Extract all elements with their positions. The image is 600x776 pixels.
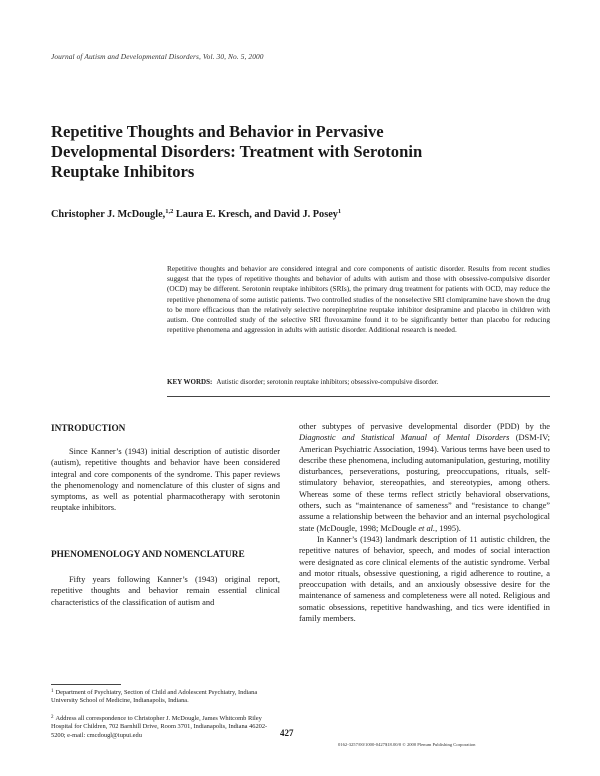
et-al: et al.: [418, 523, 436, 533]
footnote-1-mark: 1: [51, 689, 54, 694]
author-1: Christopher J. McDougle,: [51, 209, 166, 220]
keywords-label: KEY WORDS:: [167, 378, 213, 386]
introduction-body: [51, 446, 280, 514]
phenomenology-body: [51, 574, 280, 608]
journal-citation: Journal of Autism and Developmental Disorders, Vol. 30, No. 5, 2000: [51, 52, 264, 61]
right-p1-text-a: other subtypes of pervasive developmental disorder (PDD) by the: [299, 422, 550, 431]
footnote-2: [51, 714, 281, 740]
footnote-1: [51, 688, 281, 706]
right-paragraph-2: In Kanner’s (1943) landmark description of 11 autistic children, the repetitive natures of behavior, speech, and modes of social interaction were designated as core clinical elements of the autistic syndrome. Verbal and motor rituals, obsessive questioning, a rigid adherence to routine, a preoccupation with details, and an anxiously obsessive desire for the maintenance of sameness and completeness were all noted. Religious and somatic obsessions, repetitive handwashing, and tics were identified in family members.: [299, 534, 550, 624]
dsm-title: Diagnostic and Statistical Manual of Mental Disorders: [299, 433, 510, 443]
right-paragraph-1: [299, 421, 550, 534]
right-p1-text-c: , 1995).: [435, 523, 461, 533]
footnote-1-text: Department of Psychiatry, Section of Child and Adolescent Psychiatry, Indiana University School of Medicine, Indianapolis, Indiana.: [51, 689, 258, 705]
right-p1-text-b: (DSM-IV; American Psychiatric Association, 1994). Various terms have been used to describe these phenomena, including automanipulation, gesturing, motility disturbances, perseverations, posturing, preoccupations, rituals, self-stimulatory behavior, stereopathies, and stereotypies, among others. Whereas some of these terms reflect strictly behavioral observations, others, such as “maintenance of sameness” and “resistance to change” assume a relationship between the behavior and an internal psychological state (McDougle, 1998; McDougle: [299, 433, 550, 533]
phenomenology-heading: PHENOMENOLOGY AND NOMENCLATURE: [51, 550, 245, 560]
phenomenology-paragraph: Fifty years following Kanner’s (1943) original report, repetitive thoughts and behavior remain essential clinical characteristics of the classification of autism and: [51, 575, 280, 607]
right-column-body: [299, 421, 550, 624]
footnote-divider: [51, 684, 121, 685]
abstract-divider: [167, 396, 550, 397]
author-list: [51, 208, 341, 220]
author-1-affiliation: 1,2: [165, 208, 174, 215]
author-2-3-affiliation: 1: [337, 208, 342, 215]
article-title: Repetitive Thoughts and Behavior in Pervasive Developmental Disorders: Treatment with Serotonin Reuptake Inhibitors: [51, 122, 423, 181]
introduction-paragraph: Since Kanner’s (1943) initial description of autistic disorder (autism), repetitive thoughts and behavior have been considered integral and core components of the syndrome. This paper reviews the phenomenology and nomenclature of this cluster of signs and symptoms, as well as potential pharmacotherapy with serotonin reuptake inhibitors.: [51, 447, 280, 513]
page-number: 427: [280, 728, 294, 738]
footnote-2-text: Address all correspondence to Christopher J. McDougle, James Whitcomb Riley Hospital for Children, 702 Barnhill Drive, Room 3701, Indianapolis, Indiana 46202-5200; e-mail: cmcdougl@iupui.edu: [51, 715, 268, 739]
keywords: [167, 378, 550, 386]
keywords-text: Autistic disorder; serotonin reuptake inhibitors; obsessive-compulsive disorder.: [216, 378, 439, 386]
abstract: Repetitive thoughts and behavior are considered integral and core components of autistic disorder. Results from recent studies suggest that the types of repetitive thoughts and behavior of adults with autism and those with obsessive-compulsive disorder (OCD) may be different. Serotonin reuptake inhibitors (SRIs), the primary drug treatment for patients with OCD, may reduce the repetitive phenomena of some autistic patients. Two controlled studies of the nonselective SRI clomipramine have shown the drug to be more efficacious than the relatively selective norepinephrine reuptake inhibitor desipramine and placebo in children with autism. One controlled study of the selective SRI fluvoxamine found it to be significantly better than placebo for reducing repetitive phenomena and aggression in adults with autistic disorder. Additional research is needed.: [167, 264, 550, 335]
author-2-3: Laura E. Kresch, and David J. Posey: [175, 209, 338, 220]
introduction-heading: INTRODUCTION: [51, 424, 126, 434]
copyright-line: 0162-3257/00/1000-0427$18.00/0 © 2000 Plenum Publishing Corporation: [338, 742, 476, 747]
footnote-2-mark: 2: [51, 715, 54, 720]
